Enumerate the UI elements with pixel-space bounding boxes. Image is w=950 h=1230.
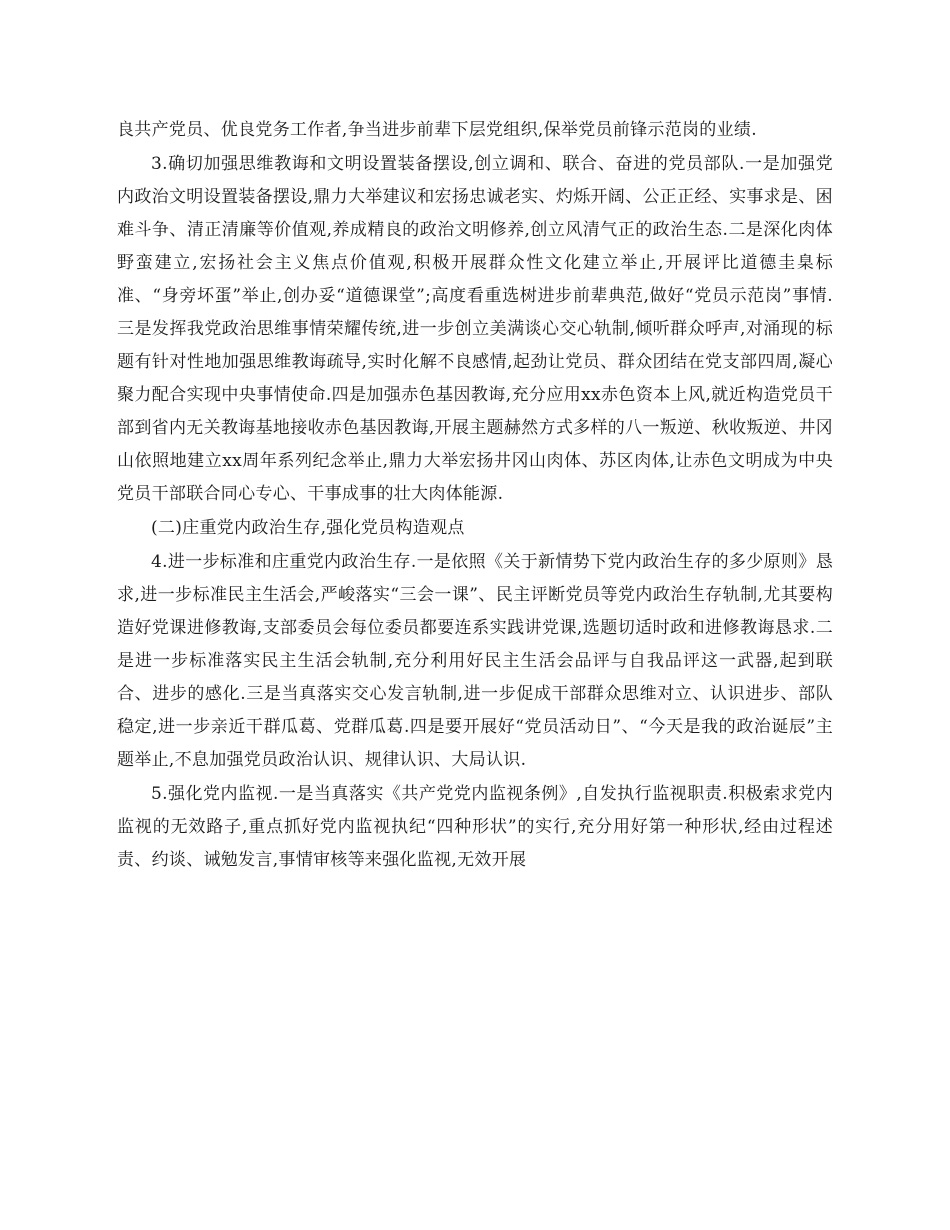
paragraph-item-5: 5.强化党内监视.一是当真落实《共产党党内监视条例》,自发执行监视职责.积极索求党内监视的无效路子,重点抓好党内监视执纪“四种形状”的实行,充分用好第一种形状,经由过程述责、约谈、诫勉发言,事情审核等来强化监视,无效开展	[117, 784, 833, 870]
paragraph-item-4: 4.进一步标准和庄重党内政治生存.一是依照《关于新情势下党内政治生存的多少原则》恳求,进一步标准民主生活会,严峻落实“三会一课”、民主评断党员等党内政治生存轨制,尤其要构造好党课进修教诲,支部委员会每位委员都要连系实践讲党课,选题切适时政和进修教诲恳求.二是进一步标准落实民主生活会轨制,充分利用好民主生活会品评与自我品评这一武器,起到联合、进步的感化.三是当真落实交心发言轨制,进一步促成干部群众思维对立、认识进步、部队稳定,进一步亲近干群瓜葛、党群瓜葛.四是要开展好“党员活动日”、“今天是我的政治诞辰”主题举止,不息加强党员政治认识、规律认识、大局认识.	[117, 552, 833, 770]
paragraph-continued: 良共产党员、优良党务工作者,争当进步前辈下层党组织,保举党员前锋示范岗的业绩.	[117, 120, 757, 140]
document-body	[117, 114, 833, 878]
paragraph-item-3: 3.确切加强思维教诲和文明设置装备摆设,创立调和、联合、奋进的党员部队.一是加强党内政治文明设置装备摆设,鼎力大举建议和宏扬忠诚老实、灼烁开阔、公正正经、实事求是、困难斗争、清正清廉等价值观,养成精良的政治文明修养,创立风清气正的政治生态.二是深化肉体野蛮建立,宏扬社会主义焦点价值观,积极开展群众性文化建立举止,开展评比道德圭臬标准、“身旁坏蛋”举止,创办妥“道德课堂”;高度看重选树进步前辈典范,做好“党员示范岗”事情.三是发挥我党政治思维事情荣耀传统,进一步创立美满谈心交心轨制,倾听群众呼声,对涌现的标题有针对性地加强思维教诲疏导,实时化解不良感情,起劲让党员、群众团结在党支部四周,凝心聚力配合实现中央事情使命.四是加强赤色基因教诲,充分应用xx赤色资本上风,就近构造党员干部到省内无关教诲基地接收赤色基因教诲,开展主题赫然方式多样的八一叛逆、秋收叛逆、井冈山依照地建立xx周年系列纪念举止,鼎力大举宏扬井冈山肉体、苏区肉体,让赤色文明成为中央党员干部联合同心专心、干事成事的壮大肉体能源.	[117, 154, 833, 504]
section-heading-2: (二)庄重党内政治生存,强化党员构造观点	[151, 518, 465, 538]
